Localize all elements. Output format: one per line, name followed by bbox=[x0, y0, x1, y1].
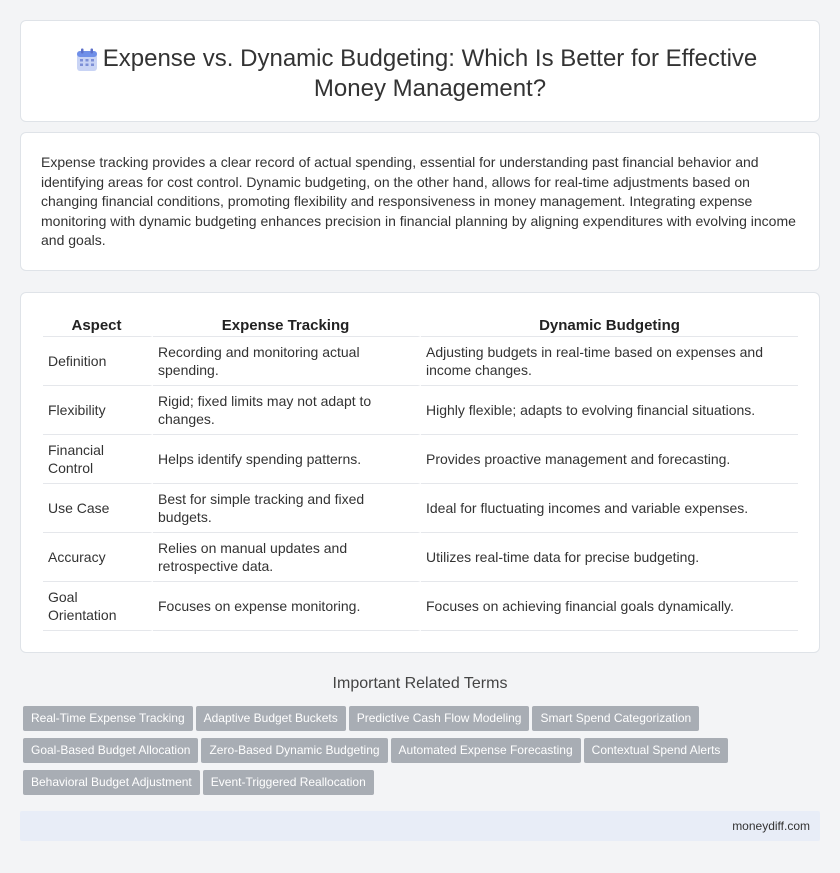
table-row bbox=[43, 484, 798, 533]
footer-site[interactable]: moneydiff.com bbox=[732, 819, 810, 833]
row-aspect: Goal Orientation bbox=[43, 582, 153, 631]
table-row bbox=[43, 435, 798, 484]
table-row bbox=[43, 533, 798, 582]
row-aspect: Use Case bbox=[43, 484, 153, 533]
table-row bbox=[43, 337, 798, 386]
related-tag[interactable]: Automated Expense Forecasting bbox=[391, 738, 581, 763]
row-aspect: Financial Control bbox=[43, 435, 153, 484]
row-aspect: Accuracy bbox=[43, 533, 153, 582]
row-dynamic-budgeting: Highly flexible; adapts to evolving financial situations. bbox=[421, 386, 798, 435]
row-expense-tracking: Focuses on expense monitoring. bbox=[153, 582, 421, 631]
header-dynamic-budgeting: Dynamic Budgeting bbox=[421, 315, 798, 337]
related-tag[interactable]: Real-Time Expense Tracking bbox=[23, 706, 193, 731]
related-tag[interactable]: Predictive Cash Flow Modeling bbox=[349, 706, 530, 731]
intro-card bbox=[20, 132, 820, 271]
row-dynamic-budgeting: Ideal for fluctuating incomes and variable expenses. bbox=[421, 484, 798, 533]
related-tag[interactable]: Zero-Based Dynamic Budgeting bbox=[201, 738, 387, 763]
row-expense-tracking: Helps identify spending patterns. bbox=[153, 435, 421, 484]
related-tag[interactable]: Goal-Based Budget Allocation bbox=[23, 738, 198, 763]
intro-paragraph: Expense tracking provides a clear record of actual spending, essential for understanding past financial behavior and identifying areas for cost control. Dynamic budgeting, on the other hand, allows for real-time adjustments based on changing financial conditions, promoting flexibility and responsiveness in money management. Integrating expense monitoring with dynamic budgeting enhances precision in financial planning by aligning expenditures with evolving income and goals. bbox=[41, 154, 796, 248]
row-expense-tracking: Relies on manual updates and retrospective data. bbox=[153, 533, 421, 582]
table-row bbox=[43, 386, 798, 435]
page-title: Expense vs. Dynamic Budgeting: Which Is Better for Effective Money Management? bbox=[102, 45, 758, 102]
related-tag[interactable]: Adaptive Budget Buckets bbox=[196, 706, 346, 731]
related-terms-title: Important Related Terms bbox=[332, 675, 508, 692]
table-row bbox=[43, 582, 798, 631]
related-terms-tags bbox=[23, 706, 823, 802]
row-expense-tracking: Recording and monitoring actual spending. bbox=[153, 337, 421, 386]
related-tag[interactable]: Event-Triggered Reallocation bbox=[203, 770, 374, 795]
row-dynamic-budgeting: Focuses on achieving financial goals dynamically. bbox=[421, 582, 798, 631]
footer bbox=[20, 811, 820, 841]
row-dynamic-budgeting: Adjusting budgets in real-time based on expenses and income changes. bbox=[421, 337, 798, 386]
comparison-card bbox=[20, 292, 820, 653]
row-expense-tracking: Best for simple tracking and fixed budgets. bbox=[153, 484, 421, 533]
comparison-table bbox=[43, 315, 798, 631]
related-tag[interactable]: Smart Spend Categorization bbox=[532, 706, 699, 731]
table-header-row bbox=[43, 315, 798, 337]
row-dynamic-budgeting: Utilizes real-time data for precise budgeting. bbox=[421, 533, 798, 582]
row-expense-tracking: Rigid; fixed limits may not adapt to changes. bbox=[153, 386, 421, 435]
title-card bbox=[20, 20, 820, 122]
row-dynamic-budgeting: Provides proactive management and forecasting. bbox=[421, 435, 798, 484]
row-aspect: Definition bbox=[43, 337, 153, 386]
header-expense-tracking: Expense Tracking bbox=[153, 315, 421, 337]
related-tag[interactable]: Behavioral Budget Adjustment bbox=[23, 770, 200, 795]
related-tag[interactable]: Contextual Spend Alerts bbox=[584, 738, 729, 763]
row-aspect: Flexibility bbox=[43, 386, 153, 435]
header-aspect: Aspect bbox=[43, 315, 153, 337]
